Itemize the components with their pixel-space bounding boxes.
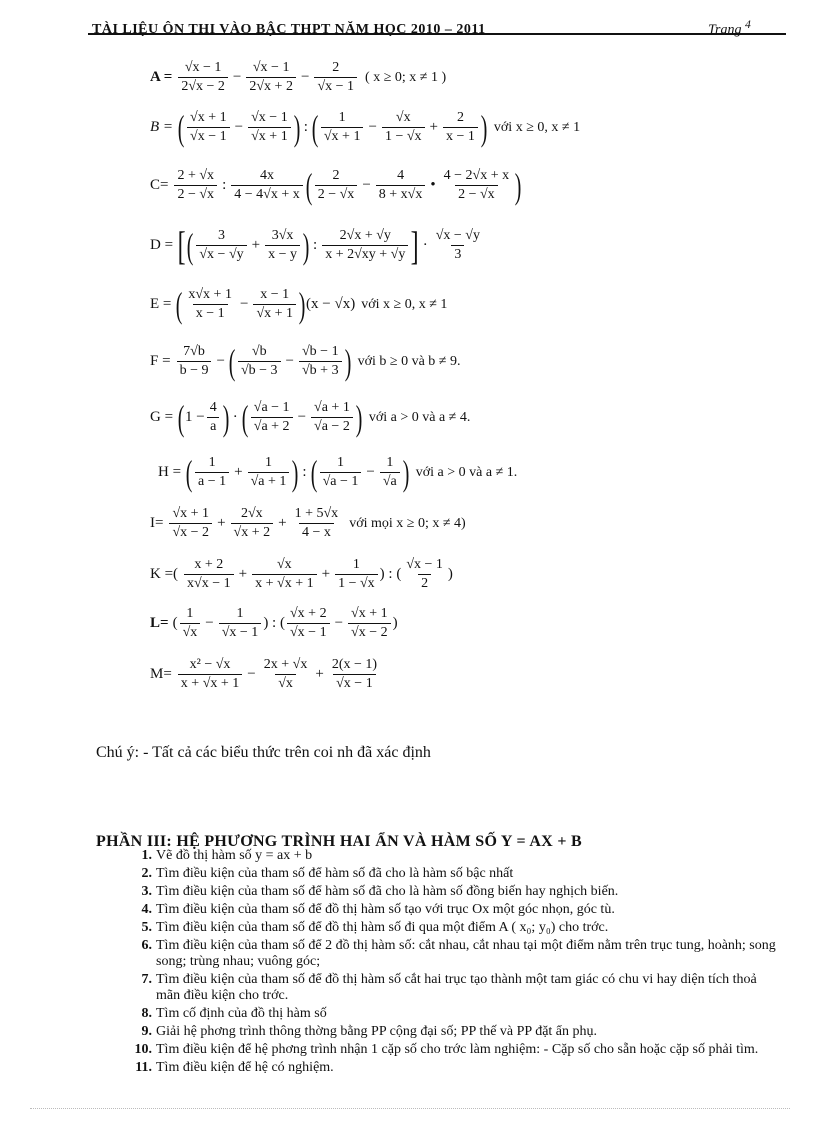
note: Chú ý: - Tất cả các biểu thức trên coi nh đã xác định bbox=[96, 744, 431, 761]
formula-label: I= bbox=[150, 515, 164, 531]
list-item: 11. Tìm điều kiện để hệ có nghiệm. bbox=[135, 1060, 334, 1075]
list-item: 5. Tìm điều kiện của tham số để đồ thị hàm số đi qua một điểm A ( x₀; y₀) cho trớc. bbox=[141, 920, 609, 935]
formula-condition: với x ≥ 0, x ≠ 1 bbox=[361, 296, 448, 312]
footer-rule bbox=[30, 1108, 790, 1109]
list-item: 4. Tìm điều kiện của tham số để đồ thị hàm số tạo với trục Ox một góc nhọn, góc tù. bbox=[141, 902, 615, 917]
formula-b: B = ( $\frac{√x + 1}{√x - 1}$ − $\frac{√x - 1}{√x + 1}$ ) : ( $\frac{1}{√x + 1}$ − $\frac{√x}{1 - √x}$ + $\frac{2}{x - 1}$ ) với x ≥ 0, x ≠ 1 bbox=[150, 107, 581, 148]
formula-condition: với a > 0 và a ≠ 4. bbox=[368, 409, 471, 425]
formula-condition: với b ≥ 0 và b ≠ 9. bbox=[357, 353, 461, 369]
list-item: 2. Tìm điều kiện của tham số để hàm số đã cho là hàm số bậc nhất bbox=[141, 866, 514, 881]
formula-f: F = $\frac{7√b}{b - 9}$ − ( $\frac{√b}{√b - 3}$ − $\frac{√b - 1}{√b + 3}$ ) với b ≥ 0 và b ≠ 9. bbox=[150, 341, 461, 382]
formula-label: F = bbox=[150, 353, 171, 369]
formula-a: A = $\frac{√x - 1}{2√x - 2}$ − $\frac{√x - 1}{2√x + 2}$ − $\frac{2}{√x - 1}$ ( x ≥ 0; x ≠ 1 ) bbox=[150, 60, 447, 94]
formula-label: L= bbox=[150, 615, 169, 631]
list-item: 3. Tìm điều kiện của tham số để hàm số đã cho là hàm số đồng biến hay nghịch biến. bbox=[141, 884, 619, 899]
list-item: 1. Vẽ đồ thị hàm số y = ax + b bbox=[141, 848, 313, 863]
formula-condition: ( x ≥ 0; x ≠ 1 ) bbox=[365, 69, 447, 85]
formula-m: M= $\frac{\text{x² − √x}}{x + √x + 1}$ − $\frac{2x + √x}{√x}$ + $\frac{2(x - 1)}{√x - 1}$ bbox=[150, 657, 378, 691]
formula-label: H = bbox=[158, 464, 182, 480]
list-item: 7. Tìm điều kiện của tham số để đồ thị hàm số cắt hai trục tạo thành một tam giác có chu vi hay diện tích thoả mãn điều kiện cho trớc. bbox=[141, 972, 757, 1003]
formula-g: G = ( 1 − $\frac{4}{a}$ ) · ( $\frac{√a - 1}{√a + 2}$ − $\frac{√a + 1}{√a - 2}$ ) với a > 0 và a ≠ 4. bbox=[150, 397, 471, 438]
formula-label: D = bbox=[150, 237, 174, 253]
formula-label: K =( bbox=[150, 566, 179, 582]
formula-h: H = ( $\frac{1}{a - 1}$ + $\frac{1}{√a + 1}$ ) : ( $\frac{1}{√a - 1}$ − $\frac{1}{√a}$ ) với a > 0 và a ≠ 1. bbox=[158, 452, 518, 493]
list-item: 10. Tìm điều kiện để hệ phơng trình nhận 1 cặp số cho trớc làm nghiệm: - Cặp số cho sẵn hoặc cặp số phải tìm. bbox=[134, 1042, 759, 1057]
formula-l: L= ( $\frac{1}{√x}$ − $\frac{1}{√x - 1}$ ) : ( $\frac{√x + 2}{√x - 1}$ − $\frac{√x + 1}{√x - 2}$ ) bbox=[150, 606, 398, 640]
formula-k: K =( $\frac{x + 2}{x√x - 1}$ + $\frac{√x}{x + √x + 1}$ + $\frac{1}{1 - √x}$ ) : ( $\frac{√x - 1}{2}$ ) bbox=[150, 557, 453, 591]
header-title: TÀI LIỆU ÔN THI VÀO BẬC THPT NĂM HỌC 2010 – 2011 bbox=[92, 22, 486, 37]
formula-label: C= bbox=[150, 177, 169, 193]
formula-condition: với mọi x ≥ 0; x ≠ 4) bbox=[349, 515, 466, 531]
header-rule bbox=[88, 33, 786, 35]
formula-label: G = bbox=[150, 409, 174, 425]
formula-i: I= $\frac{√x + 1}{√x - 2}$ + $\frac{2√x}{√x + 2}$ + $\frac{1 + 5√x}{4 - x}$ với mọi x ≥ 0; x ≠ 4) bbox=[150, 506, 466, 540]
list-item: 8. Tìm cố định của đồ thị hàm số bbox=[141, 1006, 327, 1021]
formula-label: B = bbox=[150, 119, 174, 135]
page-label: Trang bbox=[708, 22, 742, 38]
formula-e: E = ( $\frac{x√x + 1}{x - 1}$ − $\frac{x - 1}{√x + 1}$ ) (x − √x) với x ≥ 0, x ≠ 1 bbox=[150, 284, 448, 325]
formula-d: D = [ ( $\frac{3}{√x - √y}$ + $\frac{3√x}{x - y}$ ) : $\frac{2√x + √y}{x + 2√xy + √y}$ ] · $\frac{√x - √y}{3}$ bbox=[150, 222, 480, 268]
formula-label: M= bbox=[150, 666, 172, 682]
list-item: 9. Giải hệ phơng trình thông thờng bằng PP cộng đại số; PP thế và PP đặt ẩn phụ. bbox=[141, 1024, 598, 1039]
formula-label: A = bbox=[150, 69, 173, 85]
formula-label: E = bbox=[150, 296, 172, 312]
list-item: 6. Tìm điều kiện của tham số để 2 đồ thị hàm số: cắt nhau, cắt nhau tại một điểm nằm trên trục tung, hoành; song song; trùng nhau; vuông góc; bbox=[141, 938, 776, 969]
formula-condition: với a > 0 và a ≠ 1. bbox=[415, 464, 518, 480]
formula-condition: với x ≥ 0, x ≠ 1 bbox=[493, 119, 581, 135]
page-number: 4 bbox=[744, 18, 751, 31]
header-page bbox=[708, 18, 751, 39]
task-list bbox=[110, 848, 780, 1078]
section-title: PHẦN III: HỆ PHƯƠNG TRÌNH HAI ẨN VÀ HÀM SỐ Y = AX + B bbox=[96, 833, 583, 850]
formula-c: C= $\frac{2 + √x}{2 - √x}$ : $\frac{4x}{4 - 4√x + x}$ ( $\frac{2}{2 - √x}$ − $\frac{4}{8 + x√x}$ • $\frac{4 - 2√x + x}{2 - √x}$ ) bbox=[150, 165, 522, 206]
